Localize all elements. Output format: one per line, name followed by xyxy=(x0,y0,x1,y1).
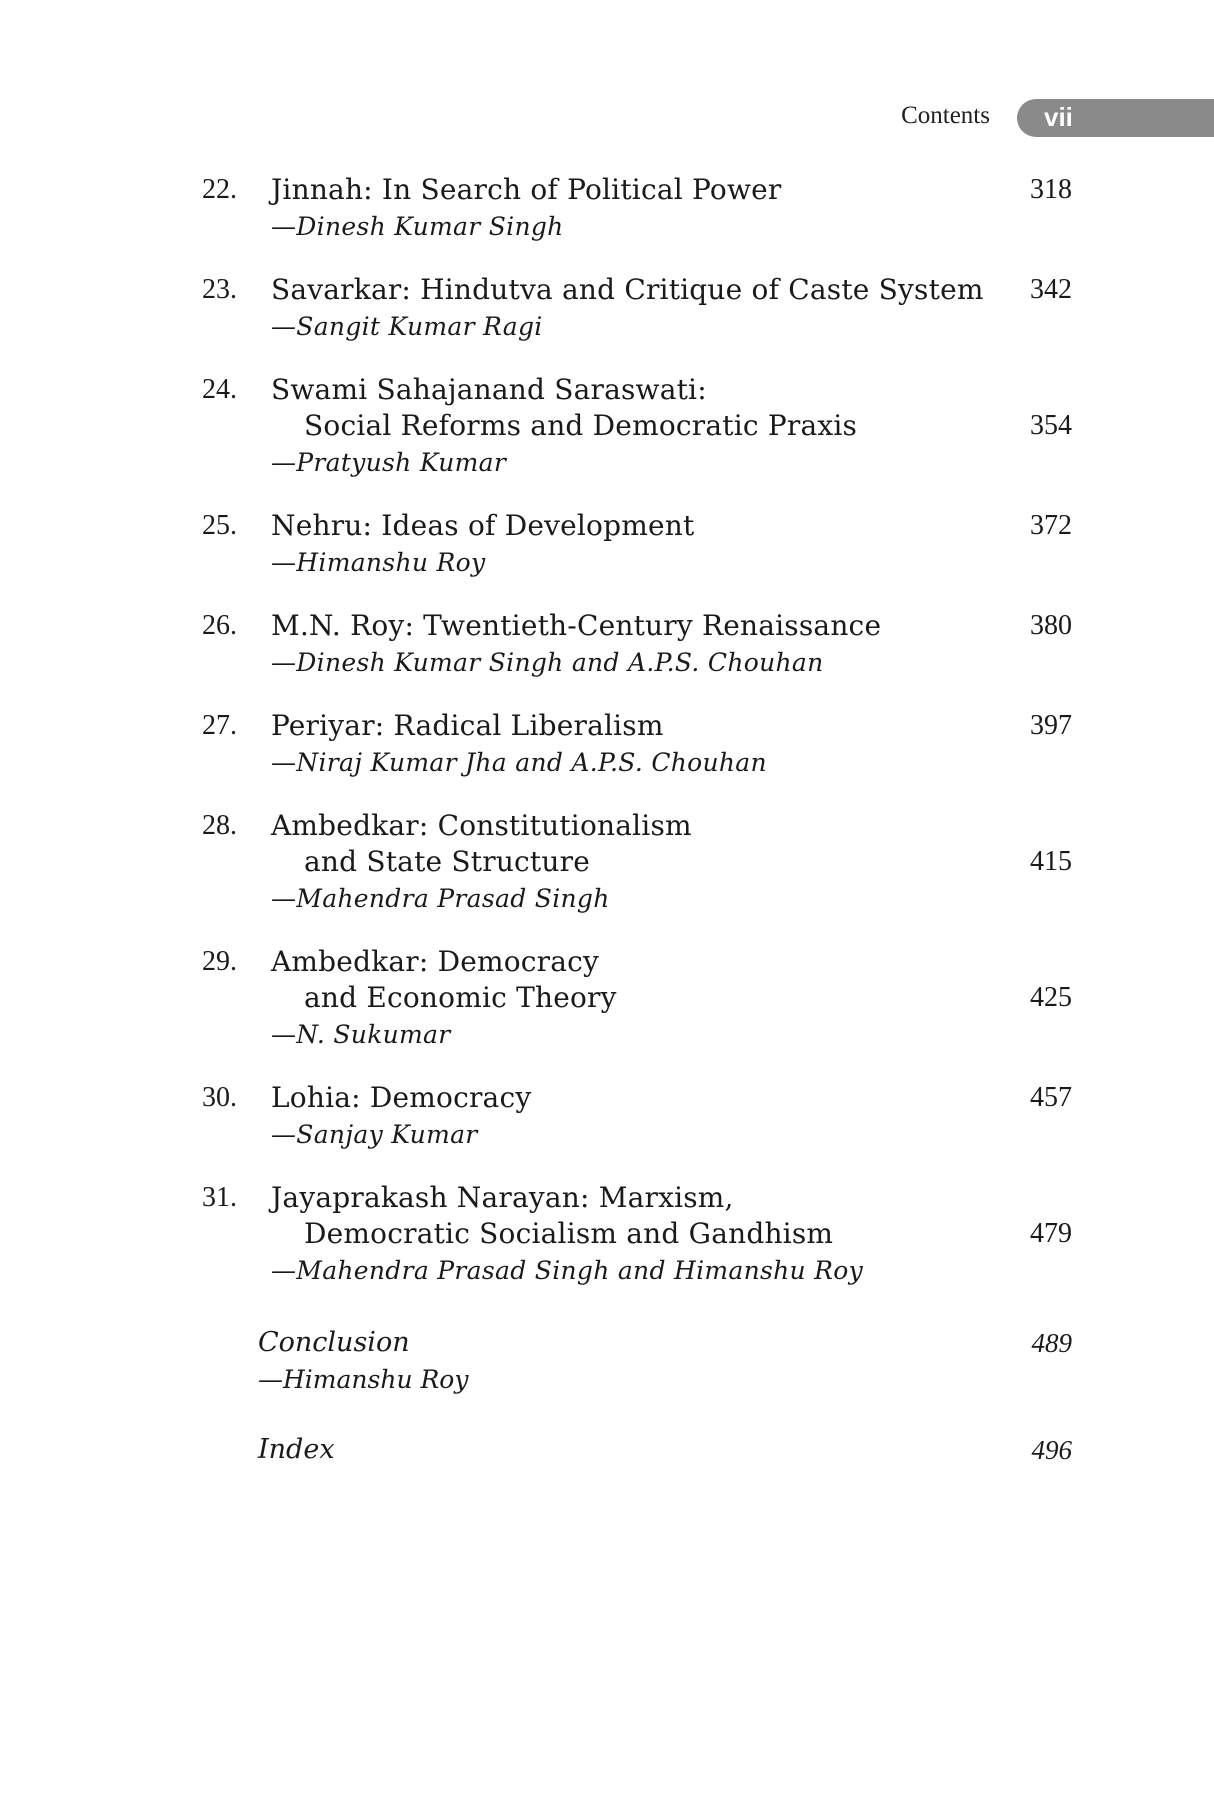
chapter-number: 27. xyxy=(202,710,237,741)
chapter-title xyxy=(271,508,991,544)
chapter-title-line: Ambedkar: Democracy xyxy=(271,945,600,978)
chapter-author: —Dinesh Kumar Singh and A.P.S. Chouhan xyxy=(271,648,824,677)
chapter-title xyxy=(271,944,991,1016)
chapter-title xyxy=(271,808,991,880)
page-number: 479 xyxy=(1030,1218,1072,1249)
back-matter-title: Conclusion xyxy=(258,1327,410,1358)
page-number: 415 xyxy=(1030,846,1072,877)
chapter-author: —Sangit Kumar Ragi xyxy=(271,312,543,341)
chapter-title-line: Jayaprakash Narayan: Marxism, xyxy=(271,1181,734,1214)
chapter-number: 31. xyxy=(202,1182,237,1213)
chapter-author: —N. Sukumar xyxy=(271,1020,451,1049)
chapter-number: 25. xyxy=(202,510,237,541)
chapter-author: —Pratyush Kumar xyxy=(271,448,507,477)
chapter-number: 24. xyxy=(202,374,237,405)
page-number: 342 xyxy=(1030,274,1072,305)
chapter-author: —Mahendra Prasad Singh and Himanshu Roy xyxy=(271,1256,864,1285)
chapter-title-line: Democratic Socialism and Gandhism xyxy=(304,1217,834,1250)
chapter-title-line: M.N. Roy: Twentieth-Century Renaissance xyxy=(271,609,882,642)
chapter-title xyxy=(271,1180,991,1252)
chapter-title-line: Periyar: Radical Liberalism xyxy=(271,709,664,742)
running-header-section: Contents xyxy=(901,102,990,129)
page-number: 496 xyxy=(1031,1435,1072,1465)
chapter-author: —Sanjay Kumar xyxy=(271,1120,478,1149)
page-number: 489 xyxy=(1031,1328,1072,1358)
chapter-author: —Himanshu Roy xyxy=(271,548,486,577)
page-number-tab xyxy=(1017,99,1214,137)
chapter-number: 23. xyxy=(202,274,237,305)
chapter-title-line: Swami Sahajanand Saraswati: xyxy=(271,373,707,406)
chapter-title xyxy=(271,608,991,644)
page-number: 397 xyxy=(1030,710,1072,741)
chapter-title-line: Lohia: Democracy xyxy=(271,1081,532,1114)
chapter-number: 22. xyxy=(202,174,237,205)
page-number: 457 xyxy=(1030,1082,1072,1113)
chapter-author: —Mahendra Prasad Singh xyxy=(271,884,610,913)
back-matter-author: —Himanshu Roy xyxy=(258,1365,469,1394)
chapter-title xyxy=(271,708,991,744)
page-number: 372 xyxy=(1030,510,1072,541)
chapter-title-line: Jinnah: In Search of Political Power xyxy=(271,173,782,206)
back-matter-title: Index xyxy=(258,1434,335,1465)
chapter-title-line: Ambedkar: Constitutionalism xyxy=(271,809,692,842)
chapter-number: 26. xyxy=(202,610,237,641)
chapter-author: —Niraj Kumar Jha and A.P.S. Chouhan xyxy=(271,748,767,777)
chapter-title-line: and State Structure xyxy=(304,845,590,878)
chapter-author: —Dinesh Kumar Singh xyxy=(271,212,564,241)
page-number: 425 xyxy=(1030,982,1072,1013)
chapter-title xyxy=(271,272,991,308)
page-number-roman: vii xyxy=(1044,102,1073,132)
page-number: 318 xyxy=(1030,174,1072,205)
chapter-title xyxy=(271,372,991,444)
page-number: 380 xyxy=(1030,610,1072,641)
chapter-title xyxy=(271,1080,991,1116)
page-number: 354 xyxy=(1030,410,1072,441)
chapter-number: 28. xyxy=(202,810,237,841)
chapter-title-line: and Economic Theory xyxy=(304,981,617,1014)
chapter-title-line: Savarkar: Hindutva and Critique of Caste System xyxy=(271,273,984,306)
chapter-title xyxy=(271,172,991,208)
chapter-number: 30. xyxy=(202,1082,237,1113)
chapter-title-line: Social Reforms and Democratic Praxis xyxy=(304,409,858,442)
chapter-number: 29. xyxy=(202,946,237,977)
chapter-title-line: Nehru: Ideas of Development xyxy=(271,509,695,542)
